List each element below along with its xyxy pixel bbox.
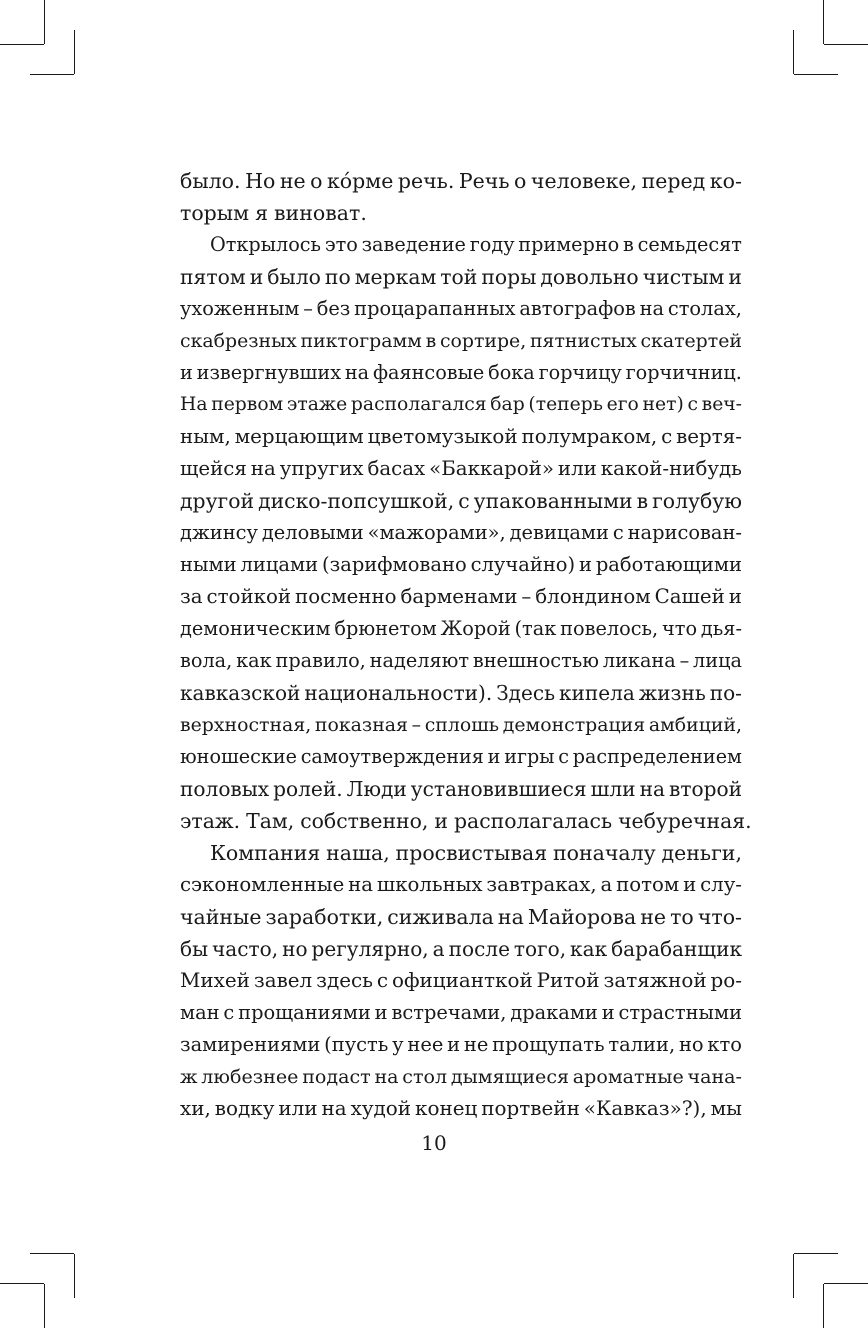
- text-line: ж любезнее подаст на стол дымящиеся ароматные чана-: [180, 1066, 742, 1088]
- text-line: хи, водку или на худой конец портвейн «Кавказ»?), мы: [180, 1097, 742, 1120]
- paragraph: [180, 229, 752, 837]
- text-line: за стойкой посменно барменами – блондином Сашей и: [180, 585, 742, 608]
- text-line: ухоженным – без процарапанных автографов на столах,: [180, 297, 742, 320]
- text-line: чайные заработки, сиживала на Майорова не то что-: [180, 905, 742, 929]
- text-line: На первом этаже располагался бар (теперь его нет) с веч-: [180, 394, 742, 415]
- crop-mark-top-right-vertical: [823, 0, 824, 44]
- text-line: торым я виноват.: [180, 201, 367, 225]
- text-line: и извергнувших на фаянсовые бока горчицу горчичниц.: [180, 361, 742, 384]
- text-line: скабрезных пиктограмм в сортире, пятнистых скатертей: [180, 330, 742, 352]
- text-line: вола, как правило, наделяют внешностью ликана – лица: [180, 649, 742, 672]
- crop-mark-top-right-horizontal: [824, 44, 868, 45]
- crop-mark-bottom-right-inner-horizontal: [794, 1253, 838, 1254]
- crop-mark-bottom-left-inner-horizontal: [30, 1253, 74, 1254]
- paragraph: [180, 837, 742, 1125]
- text-line: ным, мерцающим цветомузыкой полумраком, с вертя-: [180, 425, 742, 448]
- paragraph: [180, 165, 742, 229]
- text-line: верхностная, показная – сплошь демонстрация амбиций,: [180, 714, 742, 736]
- text-line: другой диско-попсушкой, с упакованными в голубую: [180, 489, 742, 513]
- text-line: ман с прощаниями и встречами, драками и страстными: [180, 1001, 742, 1024]
- text-line: Компания наша, просвистывая поначалу деньги,: [210, 841, 742, 865]
- text-line: замирениями (пусть у нее и не прощупать талии, но кто: [180, 1033, 742, 1056]
- crop-mark-bottom-right-inner-vertical: [793, 1254, 794, 1298]
- crop-mark-bottom-left-horizontal: [0, 1283, 44, 1284]
- crop-mark-top-left-inner-vertical: [74, 30, 75, 74]
- text-line: этаж. Там, собственно, и располагалась чебуречная.: [180, 809, 752, 833]
- crop-mark-bottom-right-vertical: [823, 1284, 824, 1328]
- text-line: пятом и было по меркам той поры довольно чистым и: [180, 265, 742, 289]
- page-number: 10: [421, 1131, 447, 1155]
- crop-mark-top-left-horizontal: [0, 44, 44, 45]
- text-line: кавказской национальности). Здесь кипела жизнь по-: [180, 681, 742, 705]
- text-line: юношеские самоутверждения и игры с распределением: [180, 745, 742, 768]
- text-line: джинсу деловыми «мажорами», девицами с нарисован-: [180, 521, 742, 544]
- text-line: сэкономленные на школьных завтраках, а потом и слу-: [180, 873, 742, 896]
- text-line: половых ролей. Люди установившиеся шли на второй: [180, 777, 742, 801]
- crop-mark-top-right-inner-vertical: [793, 30, 794, 74]
- crop-mark-bottom-left-inner-vertical: [74, 1254, 75, 1298]
- text-line: Михей завел здесь с официанткой Ритой затяжной ро-: [180, 969, 742, 992]
- crop-mark-top-left-vertical: [44, 0, 45, 44]
- text-line: демоническим брюнетом Жорой (так повелось, что дья-: [180, 617, 742, 640]
- text-line: щейся на упругих басах «Баккарой» или какой-нибудь: [180, 457, 742, 480]
- crop-mark-top-right-inner-horizontal: [794, 74, 838, 75]
- crop-mark-bottom-right-horizontal: [824, 1283, 868, 1284]
- crop-mark-top-left-inner-horizontal: [30, 74, 74, 75]
- crop-mark-bottom-left-vertical: [44, 1284, 45, 1328]
- text-line: бы часто, но регулярно, а после того, как барабанщик: [180, 937, 742, 961]
- body-text: [180, 165, 752, 1125]
- text-line: Открылось это заведение году примерно в семьдесят: [210, 233, 742, 256]
- text-line: было. Но не о ко́рме речь. Речь о человеке, перед ко-: [180, 169, 742, 193]
- text-line: ными лицами (зарифмовано случайно) и работающими: [180, 553, 742, 576]
